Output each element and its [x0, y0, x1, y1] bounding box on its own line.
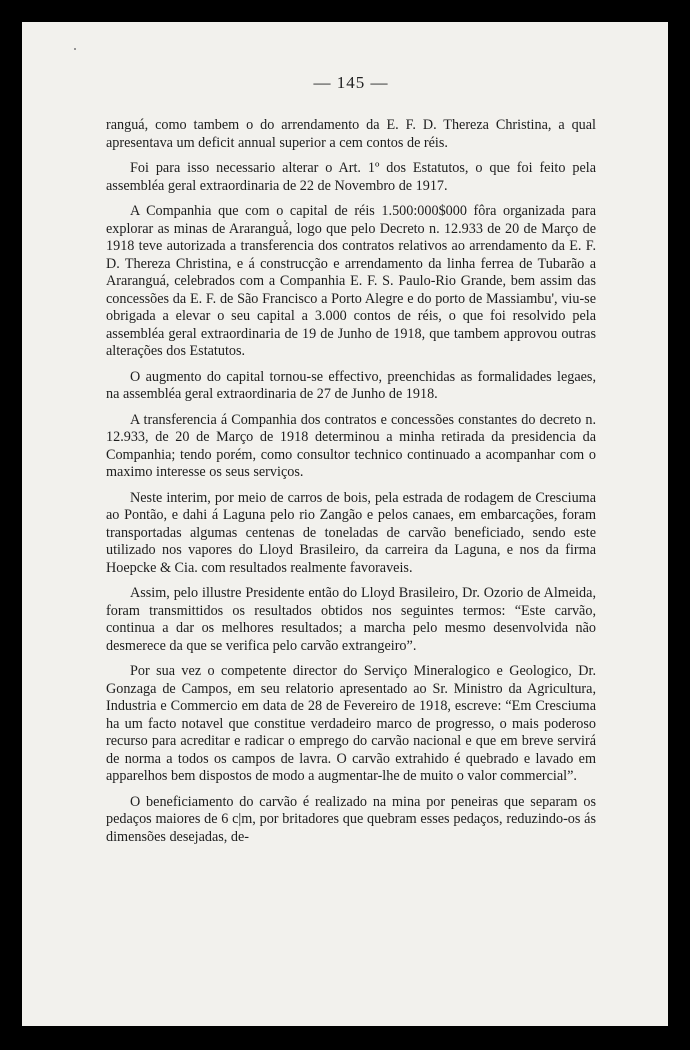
- paragraph: A Companhia que com o capital de réis 1.500:000$000 fôra organizada para explorar as minas de Araranguá, logo que pelo Decreto n. 12.933 de 20 de Março de 1918 teve autorizada a transferencia dos contratos relativos ao arrendamento da E. F. D. Thereza Christina, e á construcção e arrendamento da linha ferrea de Tubarão a Araranguá, celebrados com a Companhia E. F. S. Paulo-Rio Grande, bem assim das concessões da E. F. de São Francisco a Porto Alegre e do porto de Massiambu', viu-se obrigada a elevar o seu capital a 3.000 contos de réis, o que foi resolvido pela assembléa geral extraordinaria de 19 de Junho de 1918, que tambem approvou outras alterações dos Estatutos.: [106, 203, 596, 359]
- scan-speck: [74, 48, 76, 50]
- paragraph: Neste interim, por meio de carros de bois, pela estrada de rodagem de Cresciuma ao Pontão, e dahi á Laguna pelo rio Zangão e pelos canaes, em embarcações, foram transportadas algumas centenas de toneladas de carvão beneficiado, sendo este utilizado nos vapores do Lloyd Brasileiro, da carreira da Laguna, e nos da firma Hoepcke & Cia. com resultados realmente favoraveis.: [106, 489, 596, 576]
- paragraph: Foi para isso necessario alterar o Art. 1º dos Estatutos, o que foi feito pela assembléa geral extraordinaria de 22 de Novembro de 1917.: [106, 160, 596, 194]
- paragraph: Assim, pelo illustre Presidente então do Lloyd Brasileiro, Dr. Ozorio de Almeida, foram transmittidos os resultados obtidos nos seguintes termos: “Este carvão, continua a dar os melhores resultados; a marcha pelo mesmo desenvolvida não desmerece da que se verifica pelo carvão extrangeiro”.: [106, 585, 596, 654]
- paragraph: Por sua vez o competente director do Serviço Mineralogico e Geologico, Dr. Gonzaga de Campos, em seu relatorio apresentado ao Sr. Ministro da Agricultura, Industria e Commercio em data de 28 de Fevereiro de 1918, escreve: “Em Cresciuma ha um facto notavel que constitue verdadeiro marco de progresso, o mais poderoso recurso para acreditar e radicar o emprego do carvão nacional e que em breve servirá de norma a todos os campos de lavra. O carvão extrahido é quebrado e lavado em apparelhos bem dispostos de modo a augmentar-lhe de muito o valor commercial”.: [106, 663, 596, 784]
- paragraph: O augmento do capital tornou-se effectivo, preenchidas as formalidades legaes, na assembléa geral extraordinaria de 27 de Junho de 1918.: [106, 368, 596, 402]
- page-number: — 145 —: [313, 73, 389, 92]
- document-page: [22, 22, 668, 1026]
- paragraph: ranguá, como tambem o do arrendamento da E. F. D. Thereza Christina, a qual apresentava um deficit annual superior a cem contos de réis.: [106, 117, 596, 151]
- paragraph: A transferencia á Companhia dos contratos e concessões constantes do decreto n. 12.933, de 20 de Março de 1918 determinou a minha retirada da presidencia da Companhia; tendo porém, como consultor technico continuado a acompanhar com o maximo interesse os seus serviços.: [106, 411, 596, 480]
- page-body: [106, 117, 596, 854]
- paragraph: O beneficiamento do carvão é realizado na mina por peneiras que separam os pedaços maiores de 6 c|m, por britadores que quebram esses pedaços, reduzindo-os ás dimensões desejadas, de-: [106, 793, 596, 845]
